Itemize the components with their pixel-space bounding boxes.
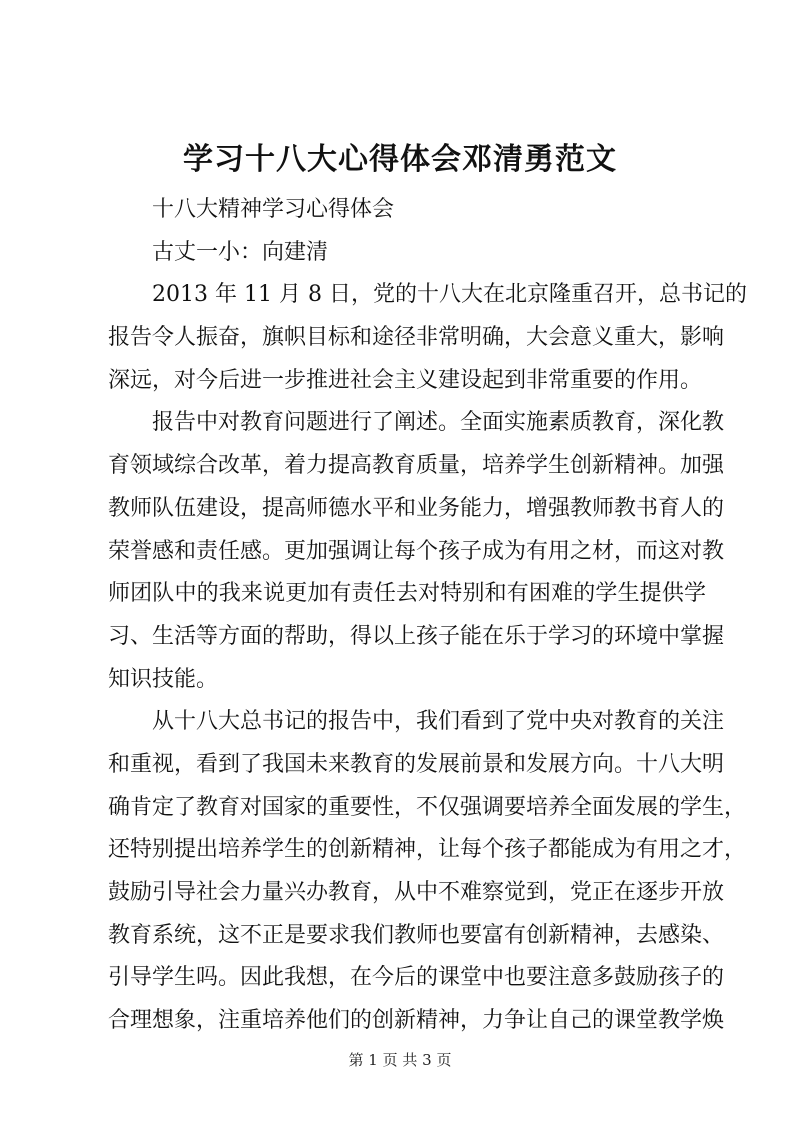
paragraph-line: 荣誉感和责任感。更加强调让每个孩子成为有用之材，而这对教	[108, 538, 725, 564]
paragraph-line: 从十八大总书记的报告中，我们看到了党中央对教育的关注	[152, 709, 725, 735]
subtitle-line: 十八大精神学习心得体会	[152, 197, 395, 222]
page-footer: 第 1 页 共 3 页	[348, 1051, 452, 1069]
paragraph-line: 合理想象，注重培养他们的创新精神，力争让自己的课堂教学焕	[108, 1008, 725, 1034]
paragraph-line: 报告令人振奋，旗帜目标和途径非常明确，大会意义重大，影响	[108, 325, 725, 351]
paragraph-line: 还特别提出培养学生的创新精神，让每个孩子都能成为有用之才，	[108, 837, 747, 863]
paragraph-line: 师团队中的我来说更加有责任去对特别和有困难的学生提供学	[108, 581, 706, 607]
paragraph-line: 报告中对教育问题进行了阐述。全面实施素质教育，深化教	[152, 410, 725, 436]
paragraph-line: 教师队伍建设，提高师德水平和业务能力，增强教师教书育人的	[108, 495, 725, 521]
paragraph-line: 习、生活等方面的帮助，得以上孩子能在乐于学习的环境中掌握	[108, 623, 725, 649]
paragraph-line: 引导学生吗。因此我想，在今后的课堂中也要注意多鼓励孩子的	[108, 965, 725, 991]
paragraph-line: 深远，对今后进一步推进社会主义建设起到非常重要的作用。	[108, 367, 703, 393]
paragraph-line: 和重视，看到了我国未来教育的发展前景和发展方向。十八大明	[108, 751, 725, 777]
paragraph-line: 2013 年 11 月 8 日，党的十八大在北京隆重召开，总书记的	[152, 282, 747, 308]
document-title: 学习十八大心得体会邓清勇范文	[183, 142, 617, 177]
document-body	[108, 189, 747, 1043]
author-line: 古丈一小：向建清	[152, 239, 329, 265]
paragraph-line: 鼓励引导社会力量兴办教育，从中不难察觉到，党正在逐步开放	[108, 880, 725, 905]
paragraph-line: 教育系统，这不正是要求我们教师也要富有创新精神，去感染、	[108, 922, 725, 948]
paragraph-line: 确肯定了教育对国家的重要性，不仅强调要培养全面发展的学生，	[108, 794, 747, 820]
paragraph-line: 育领域综合改革，着力提高教育质量，培养学生创新精神。加强	[108, 453, 725, 479]
paragraph-line: 知识技能。	[108, 666, 219, 692]
